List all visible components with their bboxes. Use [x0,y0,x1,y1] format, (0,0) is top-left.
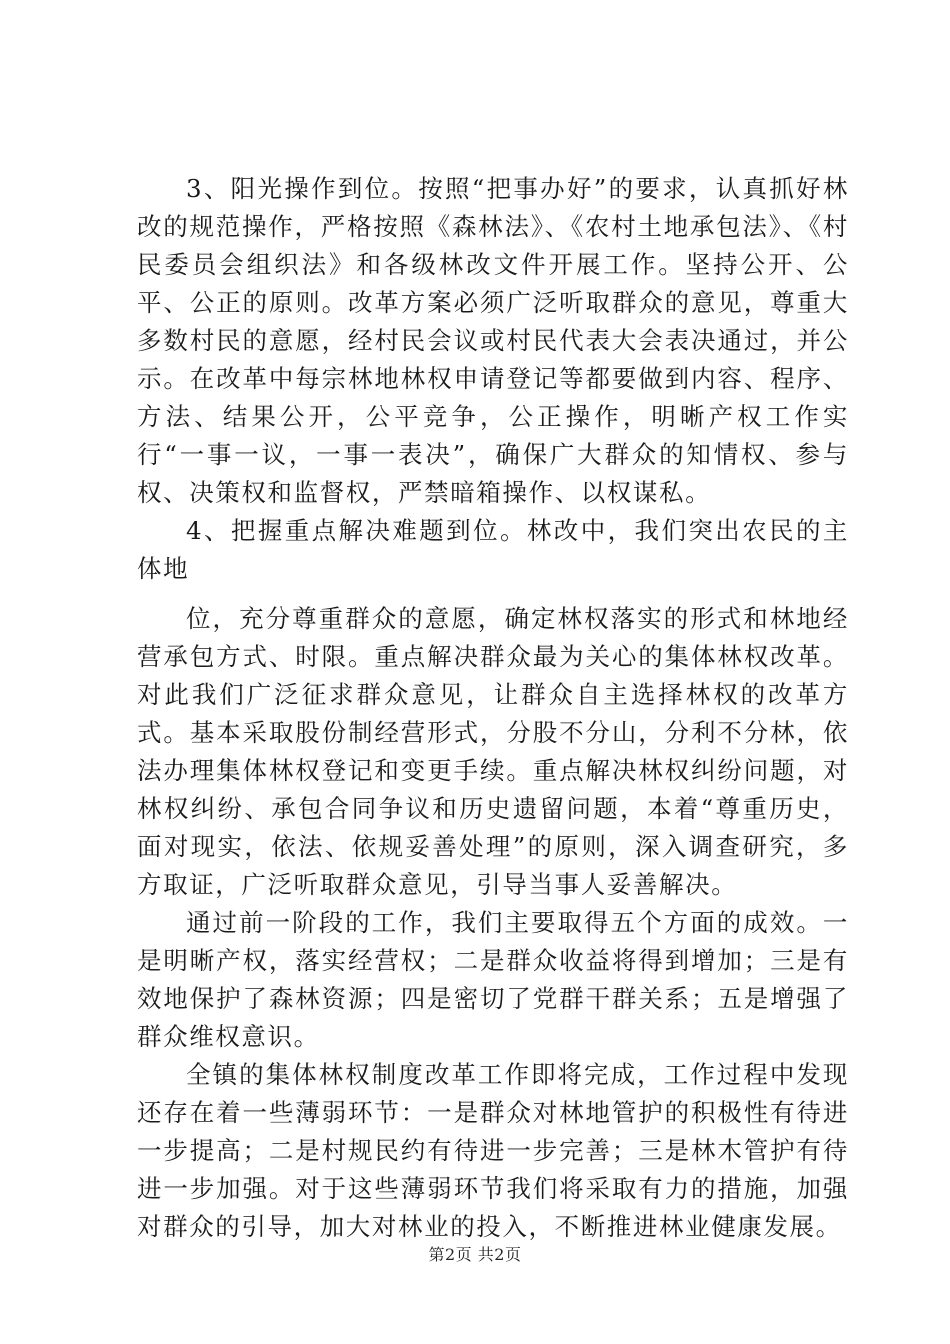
paragraph-sunshine-operation: 3、阳光操作到位。按照“把事办好”的要求，认真抓好林改的规范操作，严格按照《森林法》、《农村土地承包法》、《村民委员会组织法》和各级林改文件开展工作。坚持公开、公平、公正的原则。改革方案必须广泛听取群众的意见，尊重大多数村民的意愿，经村民会议或村民代表大会表决通过，并公示。在改革中每宗林地林权申请登记等都要做到内容、程序、方法、结果公开，公平竞争，公正操作，明晰产权工作实行“一事一议，一事一表决”，确保广大群众的知情权、参与权、决策权和监督权，严禁暗箱操作、以权谋私。 [137,174,849,507]
paragraph-key-problems-heading: 4、把握重点解决难题到位。林改中，我们突出农民的主体地 [137,516,849,583]
document-body [137,170,849,1246]
paragraph-achievements: 通过前一阶段的工作，我们主要取得五个方面的成效。一是明晰产权，落实经营权；二是群众收益将得到增加；三是有效地保护了森林资源；四是密切了党群干群关系；五是增强了群众维权意识。 [137,908,849,1051]
page-number-footer: 第2页 共2页 [428,1245,522,1264]
paragraph-weaknesses: 全镇的集体林权制度改革工作即将完成，工作过程中发现还存在着一些薄弱环节：一是群众对林地管护的积极性有待进一步提高；二是村规民约有待进一步完善；三是林木管护有待进一步加强。对于这些薄弱环节我们将采取有力的措施，加强对群众的引导，加大对林业的投入，不断推进林业健康发展。 [137,1060,849,1241]
paragraph-key-problems-body: 位，充分尊重群众的意愿，确定林权落实的形式和林地经营承包方式、时限。重点解决群众最为关心的集体林权改革。对此我们广泛征求群众意见，让群众自主选择林权的改革方式。基本采取股份制经营形式，分股不分山，分利不分林，依法办理集体林权登记和变更手续。重点解决林权纠纷问题，对林权纠纷、承包合同争议和历史遗留问题，本着“尊重历史，面对现实，依法、依规妥善处理”的原则，深入调查研究，多方取证，广泛听取群众意见，引导当事人妥善解决。 [137,604,849,899]
